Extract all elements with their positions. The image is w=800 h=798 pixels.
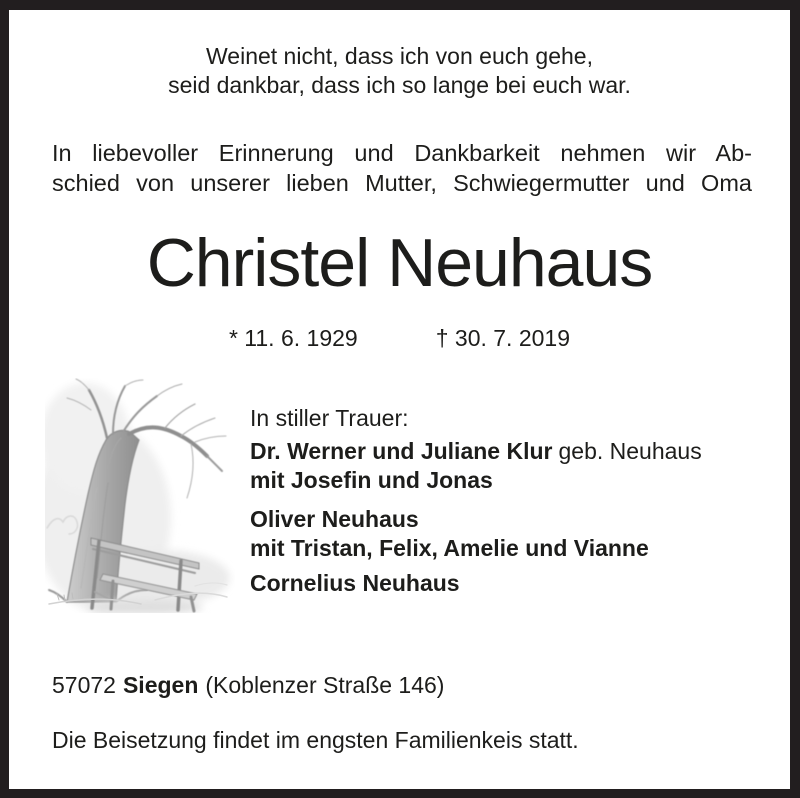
mourner-line <box>250 466 702 495</box>
intro-line-1: In liebevoller Erinnerung und Dankbarkeit nehmen wir Ab- <box>52 140 752 166</box>
address-line <box>9 671 790 700</box>
mourner-name: Dr. Werner und Juliane Klur <box>250 438 553 464</box>
tree-bench-sketch <box>45 378 235 613</box>
quote-line-2: seid dankbar, dass ich so lange bei euch war. <box>168 72 631 98</box>
funeral-note: Die Beisetzung findet im engsten Familienkeis statt. <box>52 727 579 753</box>
tree-bench-sketch-image <box>45 378 235 613</box>
mourner-name: Cornelius Neuhaus <box>250 570 460 596</box>
middle-section <box>9 378 790 613</box>
mourner-suffix: geb. Neuhaus <box>558 438 702 464</box>
address-street: (Koblenzer Straße 146) <box>205 672 445 698</box>
intro-line-2: schied von unserer lieben Mutter, Schwiegermutter und Oma <box>52 170 752 196</box>
mourner-name: mit Josefin und Jonas <box>250 467 493 493</box>
deceased-name: Christel Neuhaus <box>146 225 653 301</box>
address-zip: 57072 <box>52 672 116 698</box>
intro-paragraph <box>9 138 790 198</box>
mourning-block <box>250 378 702 613</box>
life-dates <box>9 324 790 353</box>
mourner-name: Oliver Neuhaus <box>250 506 419 532</box>
quote-line-1: Weinet nicht, dass ich von euch gehe, <box>206 43 593 69</box>
mourner-line <box>250 569 702 598</box>
birth-date: * 11. 6. 1929 <box>228 325 358 351</box>
mourning-intro: In stiller Trauer: <box>250 405 409 431</box>
memorial-quote <box>9 42 790 100</box>
death-date: † 30. 7. 2019 <box>435 325 571 351</box>
mourner-line <box>250 505 702 534</box>
address-city: Siegen <box>122 672 199 698</box>
mourner-name: mit Tristan, Felix, Amelie und Vianne <box>250 535 649 561</box>
mourner-line <box>250 437 702 466</box>
mourner-line <box>250 534 702 563</box>
